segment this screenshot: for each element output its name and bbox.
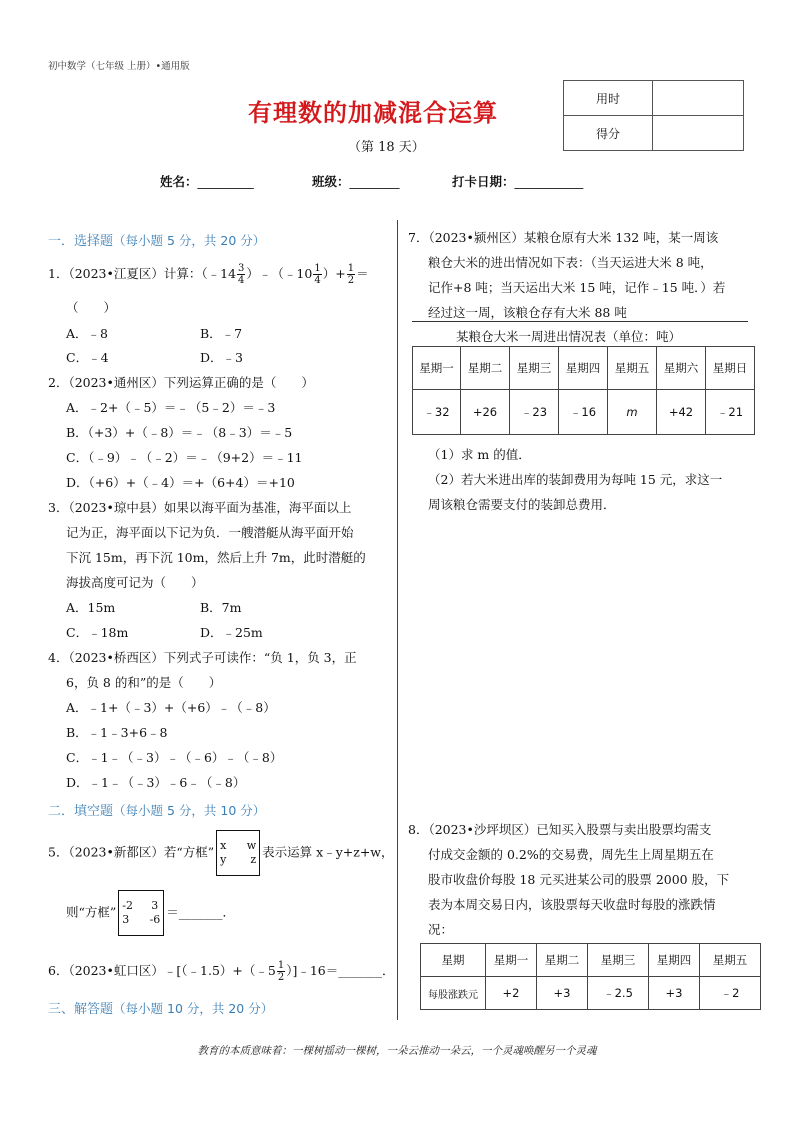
q8-value-cell-4: +3 bbox=[649, 977, 700, 1010]
q8-header-cell-4: 星期四 bbox=[649, 944, 700, 977]
q7-header-cell-5: 星期六 bbox=[657, 347, 706, 390]
q4-option-d[interactable]: D．﹣1﹣（﹣3）﹣6﹣（﹣8） bbox=[66, 775, 246, 790]
q2-option-c[interactable]: C．（﹣9）﹣（﹣2）＝﹣（9+2）＝﹣11 bbox=[66, 450, 303, 465]
class-label: 班级： bbox=[312, 174, 350, 189]
page-title: 有理数的加减混合运算 bbox=[248, 99, 498, 127]
section-fill-title: 二．填空题（每小题 5 分，共 10 分） bbox=[48, 803, 266, 819]
q7-line-2: 粮仓大米的进出情况如下表：（当天运进大米 8 吨， bbox=[428, 255, 713, 270]
footer-quote: 教育的本质意味着：一棵树摇动一棵树，一朵云推动一朵云，一个灵魂唤醒另一个灵魂 bbox=[197, 1045, 597, 1057]
q7-header-cell-4: 星期五 bbox=[608, 347, 657, 390]
q1-option-b[interactable]: B．﹣7 bbox=[200, 326, 243, 341]
q7-sub-2a: （2）若大米进出库的装卸费用为每吨 15 元，求这一 bbox=[428, 472, 723, 487]
q3-line-1: 3．（2023•琼中县）如果以海平面为基准，海平面以上 bbox=[48, 500, 352, 515]
q6-stem: 6．（2023•虹口区）﹣[（﹣1.5）+（﹣5 $\frac{1}{2}$ ）]﹣16＝_______． bbox=[48, 960, 395, 983]
name-info bbox=[160, 172, 254, 190]
q7-header-cell-3: 星期四 bbox=[559, 347, 608, 390]
q1-option-c[interactable]: C．﹣4 bbox=[66, 350, 109, 365]
q8-value-cell-2: +3 bbox=[537, 977, 588, 1010]
fraction: $\frac{1}{2}$ bbox=[277, 960, 285, 983]
name-label: 姓名： bbox=[160, 174, 198, 189]
q8-line-1: 8．（2023•沙坪坝区）已知买入股票与卖出股票均需支 bbox=[408, 822, 712, 837]
q7-line-4: 经过这一周，该粮仓存有大米 88 吨 bbox=[428, 305, 627, 320]
q7-value-cell-2: ﹣23 bbox=[510, 390, 559, 435]
q8-header-cell-5: 星期五 bbox=[700, 944, 761, 977]
q4-line-1: 4．（2023•桥西区）下列式子可读作：“负 1，负 3，正 bbox=[48, 650, 357, 665]
q7-header-cell-2: 星期三 bbox=[510, 347, 559, 390]
q8-value-cell-3: ﹣2.5 bbox=[588, 977, 649, 1010]
column-divider bbox=[397, 220, 398, 1020]
q1-paren: （ ） bbox=[66, 300, 117, 315]
date-label: 打卡日期： bbox=[452, 174, 515, 189]
q4-option-a[interactable]: A．﹣1+（﹣3）+（+6）﹣（﹣8） bbox=[66, 700, 276, 715]
q7-sub-2b: 周该粮仓需要支付的装卸总费用． bbox=[428, 497, 616, 512]
q7-sub-1: （1）求 m 的值． bbox=[428, 447, 531, 462]
q8-line-4: 表为本周交易日内，该股票每天收盘时每股的涨跌情 bbox=[428, 897, 716, 912]
q3-option-b[interactable]: B．7m bbox=[200, 600, 242, 615]
q1-option-a[interactable]: A．﹣8 bbox=[66, 326, 108, 341]
q3-line-4: 海拔高度可记为（ ） bbox=[66, 575, 204, 590]
q2-option-b[interactable]: B．（+3）+（﹣8）＝﹣（8﹣3）＝﹣5 bbox=[66, 425, 293, 440]
section-choice-title: 一．选择题（每小题 5 分，共 20 分） bbox=[48, 233, 266, 249]
score-label: 得分 bbox=[564, 116, 653, 151]
q8-header-cell-2: 星期二 bbox=[537, 944, 588, 977]
q8-value-cell-5: ﹣2 bbox=[700, 977, 761, 1010]
q8-line-5: 况： bbox=[428, 922, 454, 937]
q5-line-1: 5．（2023•新都区）若“方框” x w y z 表示运算 x﹣y+z+w， bbox=[48, 830, 394, 876]
q8-line-3: 股市收盘价每股 18 元买进某公司的股票 2000 股，下 bbox=[428, 872, 730, 887]
q7-header-cell-6: 星期日 bbox=[706, 347, 755, 390]
day-label: （第 18 天） bbox=[348, 140, 425, 155]
q8-value-cell-1: +2 bbox=[486, 977, 537, 1010]
q2-option-a[interactable]: A．﹣2+（﹣5）＝﹣（5﹣2）＝﹣3 bbox=[66, 400, 276, 415]
date-blank[interactable]: ___________ bbox=[514, 174, 584, 189]
score-table bbox=[563, 80, 744, 151]
q1-option-d[interactable]: D．﹣3 bbox=[200, 350, 243, 365]
header-subject-label: 初中数学（七年级 上册）•通用版 bbox=[48, 61, 190, 72]
q7-line-1: 7．（2023•颍州区）某粮仓原有大米 132 吨，某一周该 bbox=[408, 230, 719, 245]
time-label: 用时 bbox=[564, 81, 653, 116]
q8-value-cell-0: 每股涨跌元 bbox=[421, 977, 486, 1010]
q7-value-cell-1: +26 bbox=[461, 390, 510, 435]
q3-option-d[interactable]: D．﹣25m bbox=[200, 625, 263, 640]
operation-box-numeric: -2 3 3 -6 bbox=[118, 890, 164, 936]
q8-header-cell-3: 星期三 bbox=[588, 944, 649, 977]
fraction: $\frac{1}{4}$ bbox=[314, 263, 321, 286]
q8-header-cell-0: 星期 bbox=[421, 944, 486, 977]
class-blank[interactable]: ________ bbox=[349, 174, 400, 189]
fraction: $\frac{1}{2}$ bbox=[347, 263, 355, 286]
score-field[interactable] bbox=[653, 116, 744, 151]
q2-option-d[interactable]: D．（+6）+（﹣4）＝+（6+4）＝+10 bbox=[66, 475, 295, 490]
q7-header-cell-1: 星期二 bbox=[461, 347, 510, 390]
q7-line-3: 记作+8 吨；当天运出大米 15 吨，记作﹣15 吨．）若 bbox=[428, 280, 726, 295]
date-info bbox=[452, 172, 583, 190]
q4-option-c[interactable]: C．﹣1﹣（﹣3）﹣（﹣6）﹣（﹣8） bbox=[66, 750, 283, 765]
q2-stem: 2．（2023•通州区）下列运算正确的是（ ） bbox=[48, 375, 314, 390]
q5-line-2: 则“方框” -2 3 3 -6 ＝_______． bbox=[66, 890, 235, 936]
q3-line-3: 下沉 15m，再下沉 10m，然后上升 7m，此时潜艇的 bbox=[66, 550, 366, 565]
time-field[interactable] bbox=[653, 81, 744, 116]
q4-line-2: 6，负 8 的和”的是（ ） bbox=[66, 675, 222, 690]
q5-answer-blank[interactable]: ＝_______． bbox=[166, 904, 236, 920]
q7-value-cell-0: ﹣32 bbox=[413, 390, 461, 435]
operation-box-symbolic: x w y z bbox=[216, 830, 260, 876]
section-solve-title: 三、解答题（每小题 10 分，共 20 分） bbox=[48, 1001, 274, 1017]
q7-header-cell-0: 星期一 bbox=[413, 347, 461, 390]
q7-caption-rule bbox=[412, 321, 748, 322]
q7-value-cell-6: ﹣21 bbox=[706, 390, 755, 435]
q7-value-cell-5: +42 bbox=[657, 390, 706, 435]
q7-value-cell-4: m bbox=[608, 390, 657, 435]
q7-table-caption: 某粮仓大米一周进出情况表（单位：吨） bbox=[456, 329, 682, 344]
q1-stem: 1．（2023•江夏区）计算：（﹣14 $\frac{3}{4}$ ）﹣（﹣10 $\frac{1}{4}$ ）+ $\frac{1}{2}$ ＝ bbox=[48, 263, 369, 286]
q3-option-c[interactable]: C．﹣18m bbox=[66, 625, 129, 640]
q7-value-cell-3: ﹣16 bbox=[559, 390, 608, 435]
q7-grain-table bbox=[412, 346, 755, 435]
class-info bbox=[312, 172, 400, 190]
q8-line-2: 付成交金额的 0.2%的交易费，周先生上周星期五在 bbox=[428, 847, 714, 862]
q8-header-cell-1: 星期一 bbox=[486, 944, 537, 977]
q3-line-2: 记为正，海平面以下记为负．一艘潜艇从海平面开始 bbox=[66, 525, 354, 540]
q4-option-b[interactable]: B．﹣1﹣3+6﹣8 bbox=[66, 725, 168, 740]
name-blank[interactable]: _________ bbox=[197, 174, 254, 189]
fraction: $\frac{3}{4}$ bbox=[238, 263, 245, 286]
q3-option-a[interactable]: A．15m bbox=[66, 600, 116, 615]
q6-answer-blank[interactable]: ）]﹣16＝_______． bbox=[286, 963, 395, 978]
q8-stock-table bbox=[420, 943, 761, 1010]
